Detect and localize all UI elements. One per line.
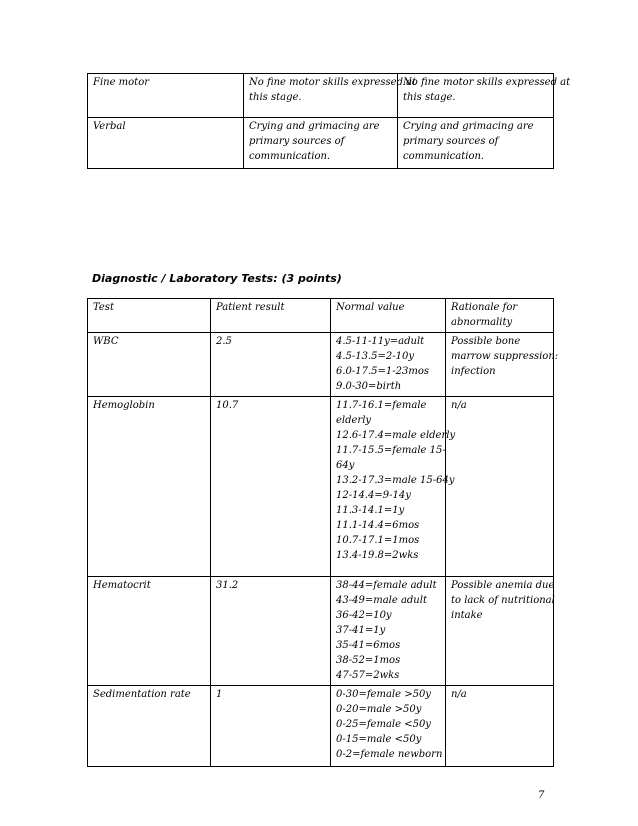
page-number: 7 xyxy=(538,790,545,801)
test-name: WBC xyxy=(88,333,211,397)
cell: No fine motor skills expressed at this stage. xyxy=(398,74,554,118)
cell: No fine motor skills expressed at this stage. xyxy=(244,74,398,118)
table-row xyxy=(88,397,554,577)
rationale: Possible anemia due to lack of nutritional intake xyxy=(446,577,554,686)
test-name: Sedimentation rate xyxy=(88,686,211,767)
rationale: Possible bone marrow suppression: infection xyxy=(446,333,554,397)
table-row xyxy=(88,118,554,169)
section-heading: Diagnostic / Laboratory Tests: (3 points) xyxy=(92,272,342,285)
normal-value: 0-30=female >50y 0-20=male >50y 0-25=female <50y 0-15=male <50y 0-2=female newborn xyxy=(331,686,446,767)
table-row xyxy=(88,686,554,767)
rationale: n/a xyxy=(446,397,554,577)
row-label: Fine motor xyxy=(88,74,244,118)
row-label: Verbal xyxy=(88,118,244,169)
normal-value: 38-44=female adult 43-49=male adult 36-42=10y 37-41=1y 35-41=6mos 38-52=1mos 47-57=2wks xyxy=(331,577,446,686)
column-header: Test xyxy=(88,299,211,333)
patient-result: 1 xyxy=(211,686,331,767)
patient-result: 31.2 xyxy=(211,577,331,686)
table-row xyxy=(88,333,554,397)
rationale: n/a xyxy=(446,686,554,767)
column-header: Rationale for abnormality xyxy=(446,299,554,333)
table-row xyxy=(88,577,554,686)
test-name: Hemoglobin xyxy=(88,397,211,577)
column-header: Patient result xyxy=(211,299,331,333)
normal-value: 4.5-11-11y=adult 4.5-13.5=2-10y 6.0-17.5=1-23mos 9.0-30=birth xyxy=(331,333,446,397)
development-table xyxy=(87,73,571,169)
test-name: Hematocrit xyxy=(88,577,211,686)
table-header-row xyxy=(88,299,554,333)
normal-value: 11.7-16.1=female elderly 12.6-17.4=male elderly 11.7-15.5=female 15- 64y 13.2-17.3=male 15-64y 12-14.4=9-14y 11.3-14.1=1y 11.1-14.4=6mos 10.7-17.1=1mos 13.4-19.8=2wks xyxy=(331,397,446,577)
cell: Crying and grimacing are primary sources of communication. xyxy=(398,118,554,169)
table-row xyxy=(88,74,554,118)
patient-result: 10.7 xyxy=(211,397,331,577)
patient-result: 2.5 xyxy=(211,333,331,397)
cell: Crying and grimacing are primary sources of communication. xyxy=(244,118,398,169)
lab-tests-table xyxy=(87,298,559,767)
column-header: Normal value xyxy=(331,299,446,333)
